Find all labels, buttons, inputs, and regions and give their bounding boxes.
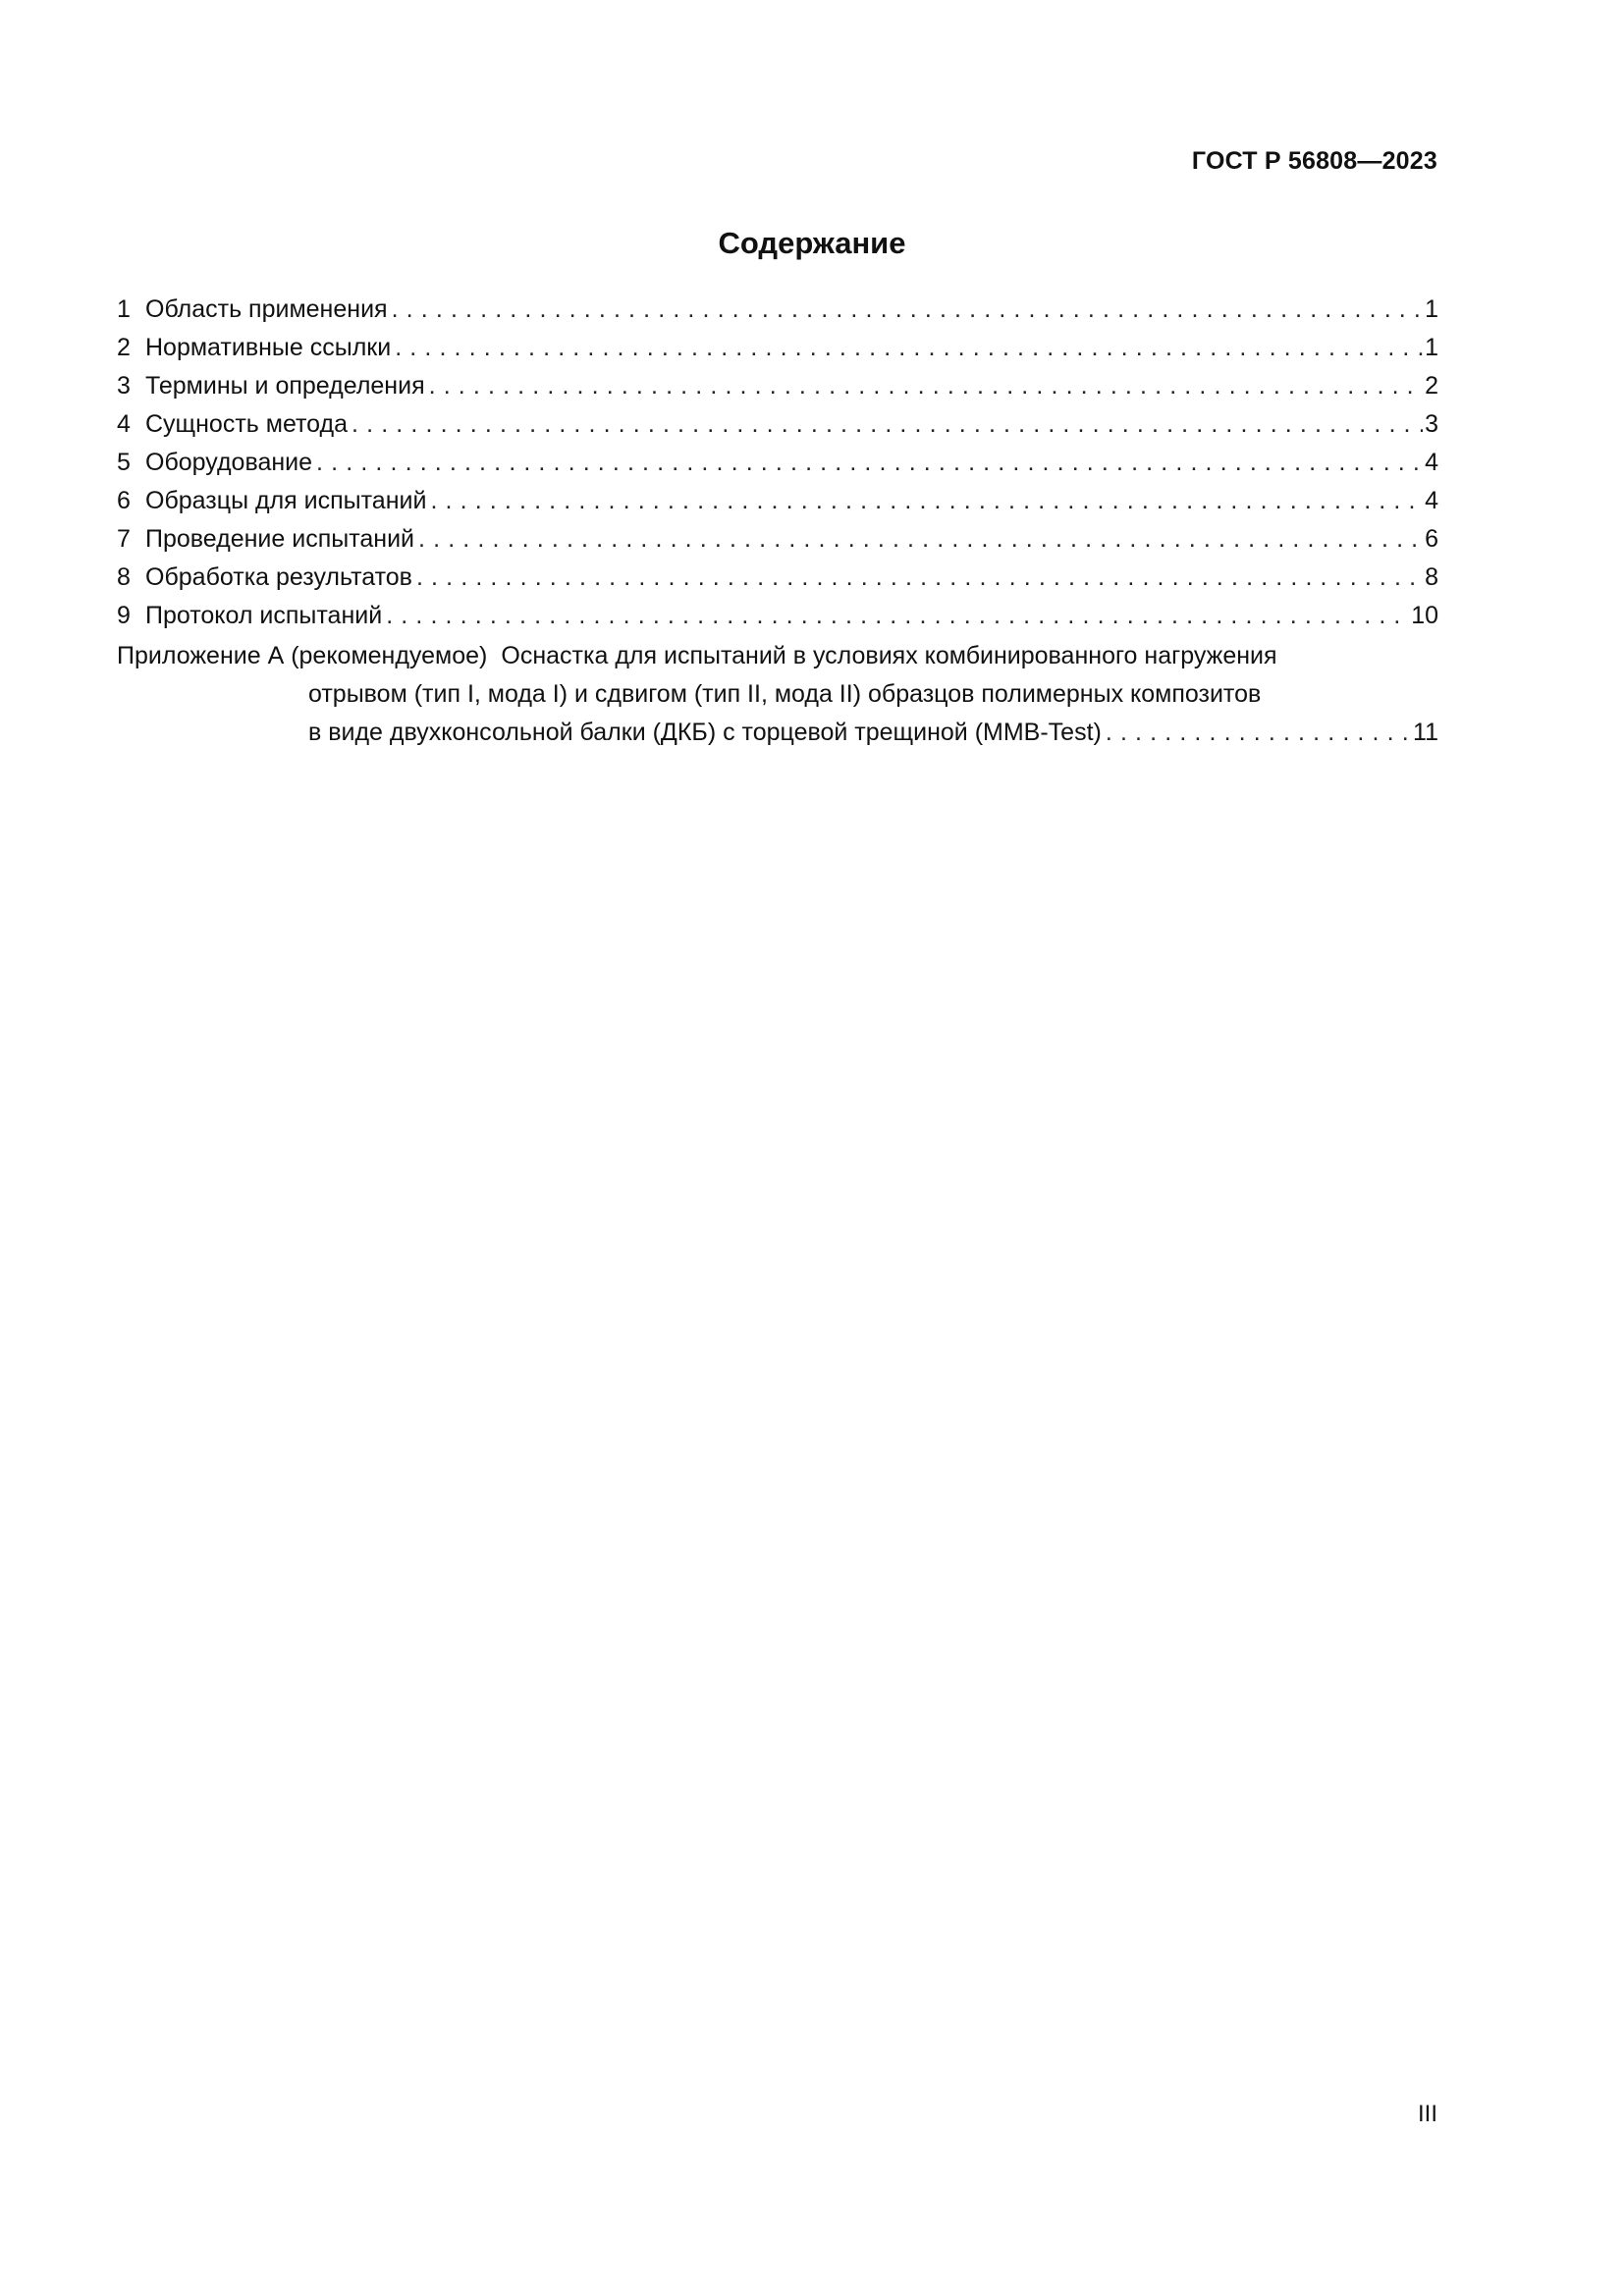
annex-title-line-1: Оснастка для испытаний в условиях комбинированного нагружения xyxy=(501,642,1277,669)
toc-entry[interactable] xyxy=(117,482,1438,520)
toc-entry[interactable] xyxy=(117,559,1438,597)
toc-entry[interactable] xyxy=(117,367,1438,405)
toc-entry-label: Сущность метода xyxy=(145,410,349,438)
toc-entry-number: 4 xyxy=(117,410,131,438)
annex-first-line xyxy=(117,637,1438,675)
annex-title-line-2: отрывом (тип I, мода I) и сдвигом (тип II, мода II) образцов полимерных композитов xyxy=(308,680,1262,708)
toc-entry-page: 4 xyxy=(1425,449,1438,476)
document-id: ГОСТ Р 56808—2023 xyxy=(1191,147,1437,175)
annex-prefix: Приложение А (рекомендуемое) xyxy=(117,642,488,669)
toc-entry-number: 9 xyxy=(117,602,131,629)
toc-dot-leader xyxy=(352,405,1423,444)
toc-entry-number: 3 xyxy=(117,372,131,400)
toc-entry-number: 5 xyxy=(117,449,131,476)
toc-annex-entry[interactable] xyxy=(117,637,1438,752)
toc-entry-page: 1 xyxy=(1425,334,1438,361)
toc-entry-label: Оборудование xyxy=(145,449,313,476)
toc-dot-leader xyxy=(386,597,1409,635)
toc-entry[interactable] xyxy=(117,597,1438,635)
toc-entry-label: Область применения xyxy=(145,295,388,323)
toc-entry-page: 1 xyxy=(1425,295,1438,323)
toc-entry[interactable] xyxy=(117,329,1438,367)
page-number: III xyxy=(1417,2101,1437,2127)
toc-entry-number: 7 xyxy=(117,525,131,553)
toc-entry-number: 2 xyxy=(117,334,131,361)
toc-entry-label: Протокол испытаний xyxy=(145,602,383,629)
toc-title: Содержание xyxy=(718,226,906,260)
toc-entry-page: 4 xyxy=(1425,487,1438,514)
toc-entry[interactable] xyxy=(117,444,1438,482)
toc-dot-leader xyxy=(429,367,1423,405)
toc-dot-leader xyxy=(418,520,1423,559)
annex-title-line-3: в виде двухконсольной балки (ДКБ) с торцевой трещиной (MMB-Test) xyxy=(308,719,1102,746)
toc-entry-label: Термины и определения xyxy=(145,372,425,400)
table-of-contents xyxy=(117,291,1438,752)
toc-entry-page: 8 xyxy=(1425,563,1438,591)
toc-entry[interactable] xyxy=(117,291,1438,329)
toc-entry-page: 6 xyxy=(1425,525,1438,553)
toc-entry[interactable] xyxy=(117,405,1438,444)
toc-entry[interactable] xyxy=(117,520,1438,559)
toc-entry-label: Проведение испытаний xyxy=(145,525,415,553)
toc-entry-page: 3 xyxy=(1425,410,1438,438)
toc-dot-leader xyxy=(430,482,1423,520)
toc-entry-page: 2 xyxy=(1425,372,1438,400)
toc-dot-leader xyxy=(1106,714,1411,752)
toc-entry-label: Образцы для испытаний xyxy=(145,487,427,514)
toc-dot-leader xyxy=(316,444,1423,482)
toc-entry-page: 10 xyxy=(1411,602,1438,629)
annex-last-line xyxy=(117,714,1438,752)
toc-dot-leader xyxy=(395,329,1423,367)
toc-entry-number: 8 xyxy=(117,563,131,591)
annex-page: 11 xyxy=(1413,719,1438,746)
toc-entry-number: 6 xyxy=(117,487,131,514)
toc-entry-number: 1 xyxy=(117,295,131,323)
toc-entry-label: Обработка результатов xyxy=(145,563,412,591)
toc-dot-leader xyxy=(416,559,1423,597)
toc-entry-label: Нормативные ссылки xyxy=(145,334,392,361)
toc-dot-leader xyxy=(392,291,1424,329)
